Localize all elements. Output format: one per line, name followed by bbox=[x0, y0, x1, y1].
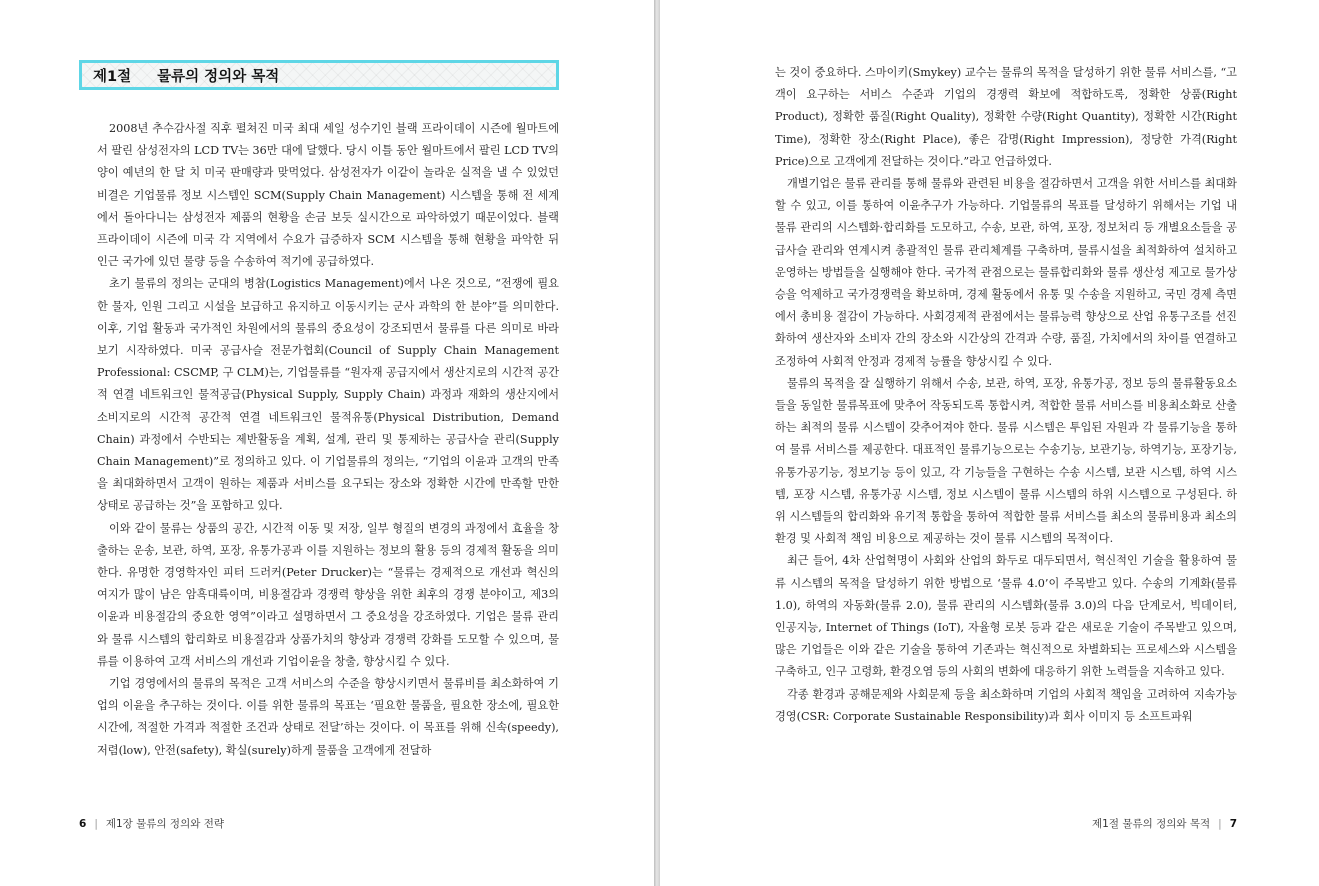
left-body bbox=[97, 118, 559, 762]
section-header bbox=[79, 60, 559, 90]
paragraph: 물류의 목적을 잘 실행하기 위해서 수송, 보관, 하역, 포장, 유통가공, 정보 등의 물류활동요소들을 동일한 물류목표에 맞추어 작동되도록 통합시켜, 적합한 물류 서비스를 비용최소화로 산출하는 최적의 물류 시스템이 갖추어져야 한다. 물류 시스템은 투입된 자원과 각 물류기능을 통하여 물류 서비스를 제공한다. 대표적인 물류기능으로는 수송기능, 보관기능, 하역기능, 포장기능, 유통가공기능, 정보기능 등이 있고, 각 기능들을 구현하는 수송 시스템, 보관 시스템, 하역 시스템, 포장 시스템, 유통가공 시스템, 정보 시스템이 물류 시스템의 하위 시스템으로 구성된다. 하위 시스템들의 합리화와 유기적 통합을 통하여 적합한 물류 서비스를 최소의 물류비용과 최소의 환경 및 사회적 책임 비용으로 제공하는 것이 물류 시스템의 목적이다. bbox=[775, 376, 1237, 546]
left-footer bbox=[79, 816, 224, 831]
paragraph: 2008년 추수감사절 직후 펼쳐진 미국 최대 세일 성수기인 블랙 프라이데이 시즌에 월마트에서 팔린 삼성전자의 LCD TV는 36만 대에 달했다. 당시 이틀 동안 월마트에서 팔린 LCD TV의 양이 예년의 한 달 치 미국 판매량과 맞먹었다. 삼성전자가 이같이 놀라운 실적을 낼 수 있었던 비결은 기업물류 정보 시스템인 SCM(Supply Chain Management) 시스템을 통해 전 세계에서 돌아다니는 삼성전자 제품의 현황을 손금 보듯 실시간으로 파악하였기 때문이었다. 블랙 프라이데이 시즌에 미국 각 지역에서 수요가 급증하자 SCM 시스템을 통해 현황을 파악한 뒤 인근 국가에 있던 물량 등을 수송하여 적기에 공급하였다. bbox=[97, 122, 559, 269]
left-page bbox=[0, 0, 654, 886]
section-footer-title: 제1절 물류의 정의와 목적 bbox=[1092, 818, 1211, 830]
footer-separator: | bbox=[1218, 817, 1222, 830]
paragraph: 초기 물류의 정의는 군대의 병참(Logistics Management)에서 나온 것으로, “전쟁에 필요한 물자, 인원 그리고 시설을 보급하고 유지하고 이동시키는 군사 과학의 한 분야”를 의미한다. 이후, 기업 활동과 국가적인 차원에서의 물류의 중요성이 강조되면서 물류를 다른 의미로 바라보기 시작하였다. 미국 공급사슬 전문가협회(Council of Supply Chain Management Professional: CSCMP, 구 CLM)는, 기업물류를 “원자재 공급지에서 생산지로의 시간적 공간적 연결 네트워크인 물적공급(Physical Supply, Supply Chain) 과정과 재화의 생산지에서 소비지로의 시간적 공간적 연결 네트워크인 물적유통(Physical Distribution, Demand Chain) 과정에서 수반되는 제반활동을 계획, 설계, 관리 및 통제하는 공급사슬 관리(Supply Chain Management)”로 정의하고 있다. 이 기업물류의 정의는, “기업의 이윤과 고객의 만족을 최대화하면서 고객이 원하는 제품과 서비스를 요구되는 장소와 정확한 시간에 만족할 만한 상태로 공급하는 것”을 포함하고 있다. bbox=[97, 277, 559, 513]
chapter-title: 제1장 물류의 정의와 전략 bbox=[105, 818, 224, 830]
page-number: 6 bbox=[79, 817, 87, 830]
paragraph-continuation: 는 것이 중요하다. 스마이키(Smykey) 교수는 물류의 목적을 달성하기 위한 물류 서비스를, “고객이 요구하는 서비스 수준과 기업의 경쟁력 확보에 적합하도록, 정확한 상품(Right Product), 정확한 품질(Right Quality), 정확한 수량(Right Quantity), 정확한 시간(Right Time), 정확한 장소(Right Place), 좋은 감명(Right Impression), 정당한 가격(Right Price)으로 고객에게 전달하는 것이다.”라고 언급하였다. bbox=[775, 66, 1237, 168]
right-body bbox=[775, 62, 1237, 728]
paragraph: 각종 환경과 공해문제와 사회문제 등을 최소화하며 기업의 사회적 책임을 고려하여 지속가능경영(CSR: Corporate Sustainable Responsibility)과 회사 이미지 등 소프트파워 bbox=[775, 687, 1237, 723]
paragraph: 개별기업은 물류 관리를 통해 물류와 관련된 비용을 절감하면서 고객을 위한 서비스를 최대화할 수 있고, 이를 통하여 이윤추구가 가능하다. 기업물류의 목표를 달성하기 위해서는 기업 내 물류 관리의 시스템화·합리화를 도모하고, 수송, 보관, 하역, 포장, 정보처리 등 개별요소들을 공급사슬 관리와 연계시켜 총괄적인 물류 관리체계를 구축하며, 물류시설을 최적화하여 설치하고 운영하는 방법들을 실행해야 한다. 국가적 관점으로는 물류합리화와 물류 생산성 제고로 물가상승을 억제하고 국가경쟁력을 확보하며, 경제 활동에서 유통 및 수송을 지원하고, 국민 경제 측면에서 총비용 절감이 가능하다. 사회경제적 관점에서는 물류능력 향상으로 산업 유통구조를 선진화하여 생산자와 소비자 간의 장소와 시간상의 간격과 수량, 품질, 가치에서의 차이를 연결하고 조정하여 사회적 안정과 경제적 능률을 향상시킬 수 있다. bbox=[775, 177, 1237, 368]
page-number: 7 bbox=[1229, 817, 1237, 830]
section-title: 물류의 정의와 목적 bbox=[157, 68, 280, 85]
footer-separator: | bbox=[94, 817, 98, 830]
paragraph: 기업 경영에서의 물류의 목적은 고객 서비스의 수준을 향상시키면서 물류비를 최소화하여 기업의 이윤을 추구하는 것이다. 이를 위한 물류의 목표는 ‘필요한 물품을, 필요한 장소에, 필요한 시간에, 적절한 가격과 적절한 조건과 상태로 전달’하는 것이다. 이 목표를 위해 신속(speedy), 저렴(low), 안전(safety), 확실(surely)하게 물품을 고객에게 전달하 bbox=[97, 677, 559, 757]
right-footer bbox=[1092, 816, 1237, 831]
paragraph: 이와 같이 물류는 상품의 공간, 시간적 이동 및 저장, 일부 형질의 변경의 과정에서 효율을 창출하는 운송, 보관, 하역, 포장, 유통가공과 이를 지원하는 정보의 활용 등의 경제적 활동을 의미한다. 유명한 경영학자인 피터 드러커(Peter Drucker)는 “물류는 경제적으로 개선과 혁신의 여지가 많이 남은 암흑대륙이며, 비용절감과 경쟁력 향상을 위한 최후의 경쟁 분야이고, 제3의 이윤과 비용절감의 중요한 영역”이라고 설명하면서 그 중요성을 강조하였다. 기업은 물류 관리와 물류 시스템의 합리화로 비용절감과 상품가치의 향상과 경쟁력 강화를 도모할 수 있으며, 물류를 이용하여 고객 서비스의 개선과 기업이윤을 창출, 향상시킬 수 있다. bbox=[97, 521, 559, 668]
paragraph: 최근 들어, 4차 산업혁명이 사회와 산업의 화두로 대두되면서, 혁신적인 기술을 활용하여 물류 시스템의 목적을 달성하기 위한 방법으로 ‘물류 4.0’이 주목받고 있다. 수송의 기계화(물류 1.0), 하역의 자동화(물류 2.0), 물류 관리의 시스템화(물류 3.0)의 다음 단계로서, 빅데이터, 인공지능, Internet of Things (IoT), 자율형 로봇 등과 같은 새로운 기술이 주목받고 있으며, 많은 기업들은 이와 같은 기술을 통하여 기존과는 혁신적으로 차별화되는 프로세스와 시스템을 구축하고, 인구 고령화, 환경오염 등의 사회의 변화에 대응하기 위한 노력들을 지속하고 있다. bbox=[775, 554, 1237, 679]
section-number: 제1절 bbox=[93, 68, 132, 85]
